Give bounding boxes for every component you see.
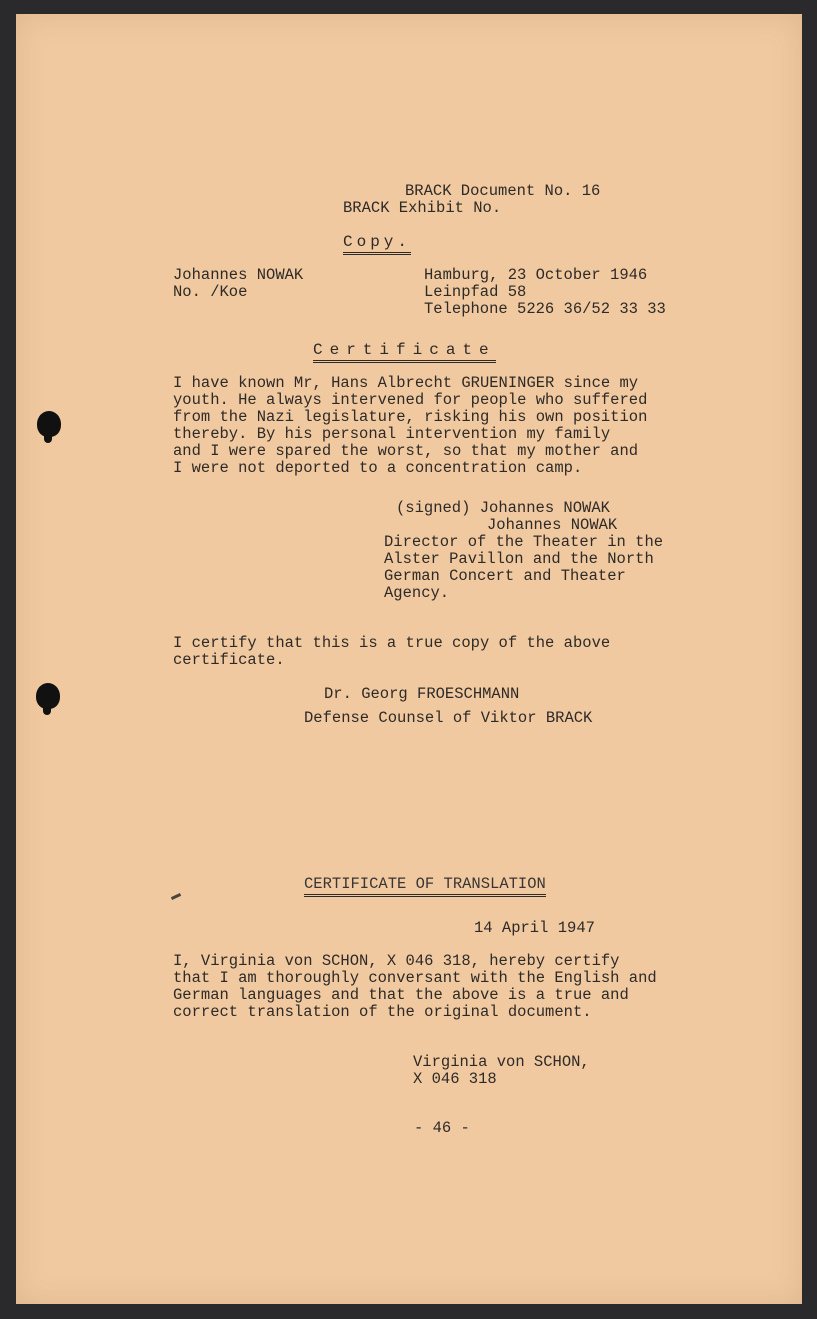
certificate-line: I were not deported to a concentration camp.: [173, 459, 583, 477]
translation-heading: CERTIFICATE OF TRANSLATION: [304, 876, 546, 897]
exhibit-number: BRACK Exhibit No.: [343, 199, 502, 217]
signed-line: (signed) Johannes NOWAK: [396, 499, 610, 517]
punch-hole-top: [37, 411, 61, 437]
certificate-title: Certificate: [313, 341, 496, 363]
sender-reference: No. /Koe: [173, 283, 248, 301]
signer-title-line: Alster Pavillon and the North: [384, 550, 654, 568]
sender-name: Johannes NOWAK: [173, 266, 304, 284]
certificate-line: youth. He always intervened for people who suffered: [173, 391, 648, 409]
translation-line: I, Virginia von SCHON, X 046 318, hereby certify: [173, 952, 620, 970]
certificate-line: I have known Mr, Hans Albrecht GRUENINGER since my: [173, 374, 639, 392]
street-address: Leinpfad 58: [424, 283, 527, 301]
translation-line: that I am thoroughly conversant with the English and: [173, 969, 657, 987]
signer-name: Johannes NOWAK: [487, 516, 618, 534]
page-number: - 46 -: [414, 1119, 470, 1137]
translator-id: X 046 318: [413, 1070, 497, 1088]
certifier-role: Defense Counsel of Viktor BRACK: [304, 709, 593, 727]
certificate-line: thereby. By his personal intervention my family: [173, 425, 611, 443]
place-date: Hamburg, 23 October 1946: [424, 266, 648, 284]
translator-name: Virginia von SCHON,: [413, 1053, 590, 1071]
signer-title-line: German Concert and Theater: [384, 567, 626, 585]
signer-title-line: Agency.: [384, 584, 450, 602]
true-copy-line: I certify that this is a true copy of the above: [173, 634, 611, 652]
certificate-line: and I were spared the worst, so that my mother and: [173, 442, 639, 460]
translation-line: correct translation of the original document.: [173, 1003, 592, 1021]
punch-hole-bottom: [36, 683, 60, 709]
certifier-name: Dr. Georg FROESCHMANN: [324, 685, 520, 703]
signer-title-line: Director of the Theater in the: [384, 533, 664, 551]
translation-line: German languages and that the above is a true and: [173, 986, 629, 1004]
document-number: BRACK Document No. 16: [405, 182, 601, 200]
certificate-line: from the Nazi legislature, risking his own position: [173, 408, 648, 426]
translation-date: 14 April 1947: [474, 919, 595, 937]
copy-label: Copy.: [343, 233, 411, 255]
true-copy-line: certificate.: [173, 651, 285, 669]
telephone: Telephone 5226 36/52 33 33: [424, 300, 666, 318]
